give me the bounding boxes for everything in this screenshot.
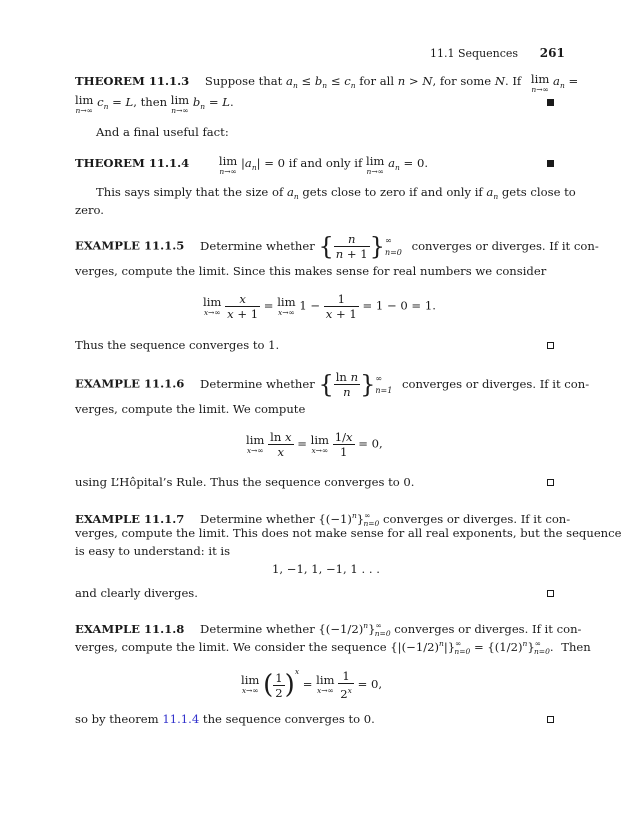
example-11-1-7-display: 1, −1, 1, −1, 1 . . .: [272, 562, 380, 576]
example-11-1-8-conclusion: so by theorem 11.1.4 the sequence converges to 0.: [75, 712, 375, 726]
example-11-1-5-conclusion: Thus the sequence converges to 1.: [75, 338, 280, 352]
example-label: EXAMPLE 11.1.8: [75, 622, 185, 636]
theorem-11-1-3-line1: THEOREM 11.1.3 Suppose that $a_n \le b_n \le c_n$ for all n > N, for some N. If lim n→∞ $a_n$ =: [75, 72, 579, 94]
explanation-line2: zero.: [75, 203, 104, 217]
running-header: [430, 46, 565, 61]
qed-open-icon: [547, 479, 554, 486]
example-11-1-8-line1: EXAMPLE 11.1.8 Determine whether $\{(-1/2)^n\}^\infty_{n=0}$ converges or diverges. If it con-: [75, 621, 582, 638]
example-11-1-6-line2: verges, compute the limit. We compute: [75, 402, 306, 416]
theorem-label: THEOREM 11.1.3: [75, 74, 190, 88]
final-fact-text: And a final useful fact:: [96, 125, 229, 139]
qed-open-icon: [547, 716, 554, 723]
qed-open-icon: [547, 342, 554, 349]
section-title: 11.1 Sequences: [430, 47, 519, 60]
example-11-1-7-line1: EXAMPLE 11.1.7 Determine whether $\{(-1)^n\}^\infty_{n=0}$ converges or diverges. If it con-: [75, 511, 571, 528]
qed-filled-icon: [547, 160, 554, 167]
example-label: EXAMPLE 11.1.6: [75, 376, 185, 391]
example-11-1-5-line2: verges, compute the limit. Since this makes sense for real numbers we consider: [75, 264, 547, 278]
page-number: 261: [539, 46, 565, 60]
example-11-1-5-line1: EXAMPLE 11.1.5 Determine whether { $\frac{n}{n + 1}$ } ∞ n=0 converges or diverges. If it con-: [75, 232, 599, 261]
qed-filled-icon: [547, 99, 554, 106]
theorem-11-1-3-line2: lim n→∞ $c_n = L$, then lim n→∞ $b_n = L$.: [75, 93, 234, 115]
theorem-label: THEOREM 11.1.4: [75, 156, 190, 170]
example-11-1-7-line2: verges, compute the limit. This does not make sense for all real exponents, but the sequence: [75, 526, 622, 540]
example-11-1-6-display: lim x→∞ $\frac{\text{ln x}}{x}$ = lim x→∞ $\frac{1/x}{1}$ = 0,: [246, 430, 383, 459]
example-label: EXAMPLE 11.1.7: [75, 512, 185, 526]
explanation-line1: This says simply that the size of $a_n$ gets close to zero if and only if $a_n$ gets close to: [96, 185, 576, 201]
example-11-1-7-conclusion: and clearly diverges.: [75, 586, 198, 600]
theorem-11-1-4: THEOREM 11.1.4 lim n→∞ $|a_n| = 0$ if and only if lim n→∞ $a_n = 0$.: [75, 154, 429, 176]
example-11-1-5-display: lim x→∞ $\frac{x}{x + 1}$ = lim x→∞ 1 − $\frac{1}{x + 1}$ = 1 − 0 = 1.: [203, 292, 436, 321]
example-11-1-6-line1: EXAMPLE 11.1.6 Determine whether { $\frac{\text{ln n}}{n}$ } ∞ n=1 converges or diverges. If it con-: [75, 370, 590, 399]
example-11-1-7-line3: is easy to understand: it is: [75, 544, 231, 558]
example-11-1-6-conclusion: using L’Hôpital’s Rule. Thus the sequence converges to 0.: [75, 475, 415, 489]
example-label: EXAMPLE 11.1.5: [75, 238, 185, 253]
example-11-1-8-display: lim x→∞ ( $\frac{1}{2}$ )$^x$ = lim x→∞ $\frac{1}{2^x}$ = 0,: [241, 667, 383, 701]
theorem-reference-link[interactable]: 11.1.4: [162, 712, 200, 726]
qed-open-icon: [547, 590, 554, 597]
example-11-1-8-line2: verges, compute the limit. We consider the sequence $\{|(-1/2)^n|\}^\infty_{n=0} = \{(1/2)^n\}^\infty_{n=0}$. Then: [75, 639, 591, 656]
